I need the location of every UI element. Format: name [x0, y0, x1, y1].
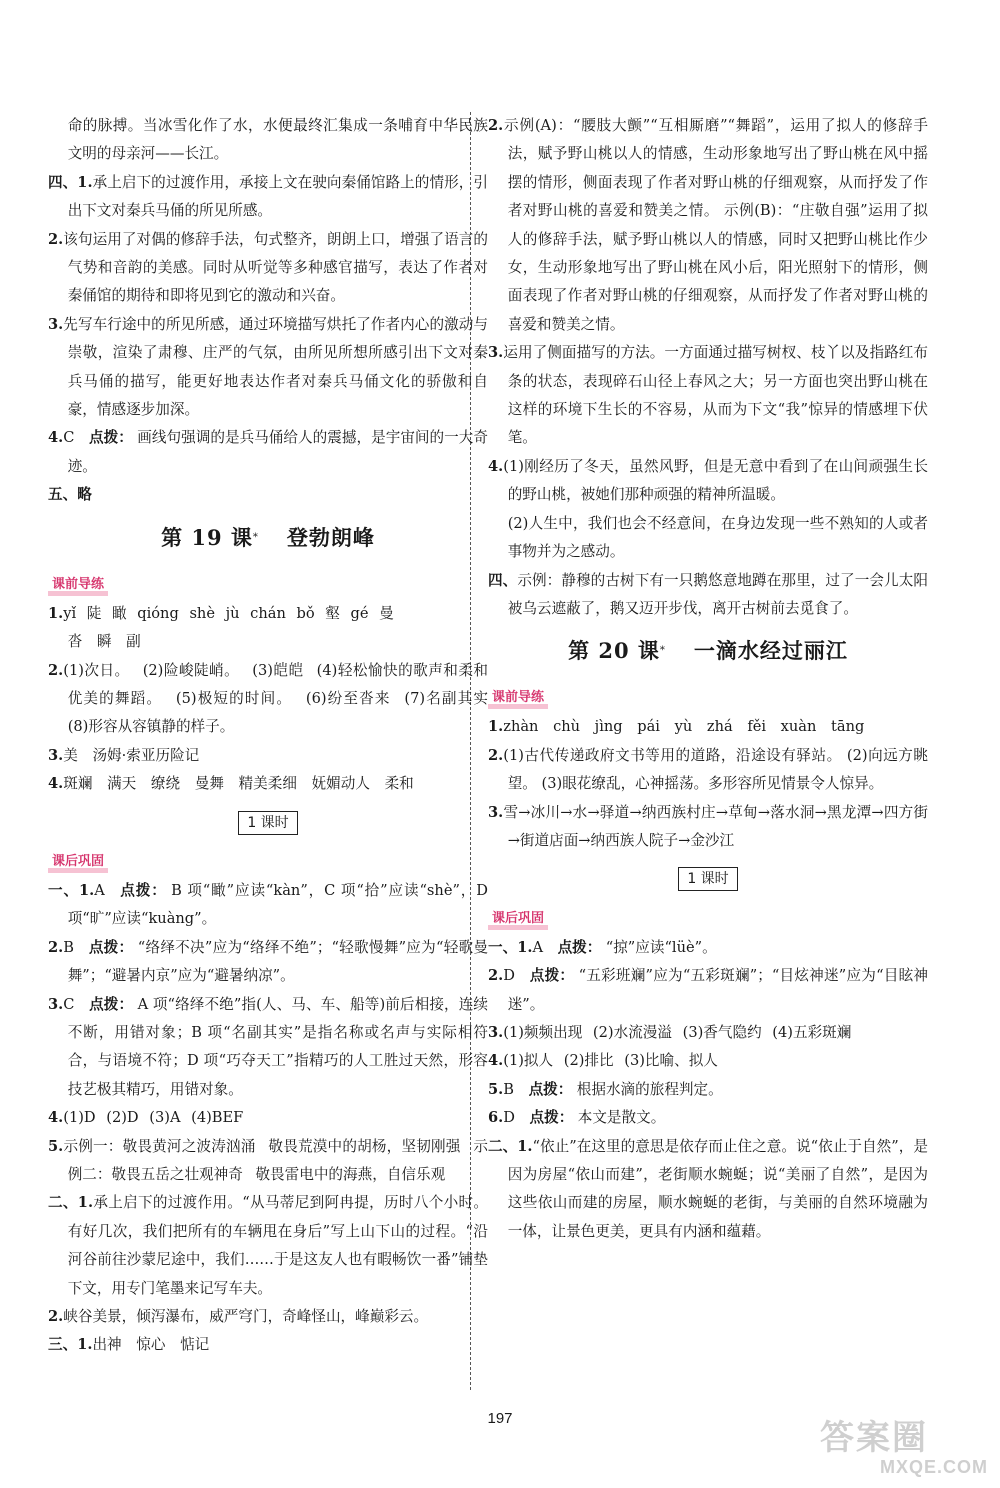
answer-item — [488, 1076, 928, 1104]
answer-choice: D — [503, 967, 515, 985]
answer-item — [488, 112, 928, 339]
item-number: 一、1. — [488, 938, 533, 956]
item-number: 4. — [48, 775, 64, 793]
answer-item — [48, 481, 488, 509]
answer-item — [488, 713, 928, 741]
hint-label: 点拨： — [528, 1080, 573, 1098]
answer-item — [48, 657, 488, 742]
hint-label: 点拨： — [529, 1109, 574, 1127]
item-number: 4. — [48, 1109, 64, 1127]
item-number: 2. — [488, 967, 504, 985]
answer-text: 运用了侧面描写的方法。一方面通过描写树杈、枝丫以及指路红布条的状态，表现碎石山径上春风之大；另一方面也突出野山桃在这样的环境下生长的不容易，从而为下文“我”惊异的情感埋下伏笔。 — [503, 344, 928, 447]
answer-item — [48, 600, 488, 657]
answer-item — [488, 1104, 928, 1132]
period-box — [488, 865, 928, 893]
answer-choice: C — [63, 429, 75, 447]
section-tag-post: 课后巩固 — [48, 853, 108, 871]
item-number: 3. — [488, 344, 504, 362]
answer-item — [488, 453, 928, 510]
answer-item — [48, 770, 488, 798]
item-number: 3. — [48, 315, 64, 333]
left-column — [48, 112, 488, 1360]
item-number: 4. — [48, 429, 64, 447]
answer-text: 示例：静穆的古树下有一只鹅悠意地蹲在那里，过了一会儿太阳被乌云遮蔽了，鹅又迈开步伐，离开古树前去觅食了。 — [507, 571, 928, 617]
answer-text: 先写车行途中的所见所感，通过环境描写烘托了作者内心的激动与崇敬，渲染了肃穆、庄严的气氛，由所见所想所感引出下文对秦兵马俑的描写，能更好地表达作者对秦兵马俑文化的骄傲和自豪，情感逐步加深。 — [63, 315, 488, 419]
answer-text: A 项“络绎不绝”指(人、马、车、船等)前后相接，连续不断，用错对象；B 项“名副其实”是指名称或名声与实际相符合，与语境不符；D 项“巧夺天工”指精巧的人工胜过天然，形容技艺极其精巧，用错对象。 — [67, 995, 488, 1098]
answer-choice: D — [503, 1109, 515, 1127]
answer-item — [48, 169, 488, 226]
period-label: 1 课时 — [678, 867, 737, 891]
answer-item — [48, 877, 488, 934]
item-number: 3. — [488, 1023, 504, 1041]
answer-item — [48, 226, 488, 311]
answer-item — [48, 1303, 488, 1331]
watermark-text: 答案圈 — [820, 1419, 928, 1457]
answer-text: 本文是散文。 — [577, 1109, 666, 1127]
section-tag-post: 课后巩固 — [488, 910, 548, 928]
item-number: 3. — [488, 803, 504, 821]
answer-text: “掠”应读“lüè”。 — [605, 938, 717, 956]
hint-label: 点拨： — [529, 967, 575, 985]
answer-item — [48, 424, 488, 481]
answer-choice: B — [503, 1080, 514, 1098]
answer-item — [48, 1104, 488, 1132]
answer-text: (1)刚经历了冬天，虽然风野，但是无意中看到了在山间顽强生长的野山桃，被她们那种顽强的精神所温暖。 — [503, 457, 928, 504]
answer-item — [48, 1331, 488, 1359]
item-number: 二、1. — [488, 1137, 533, 1155]
hint-label: 点拨： — [89, 429, 133, 447]
item-number: 二、1. — [48, 1194, 94, 1212]
answer-item — [488, 934, 928, 962]
answer-choice: A — [532, 938, 543, 956]
answer-item — [48, 934, 488, 991]
period-label: 1 课时 — [238, 811, 297, 835]
answer-text: 美 汤姆·索亚历险记 — [63, 746, 200, 764]
item-number: 2. — [48, 1308, 64, 1326]
answer-item — [488, 1047, 928, 1075]
answer-text: 示例(A)：“腰肢大颤”“互相厮磨”“舞蹈”，运用了拟人的修辞手法，赋予野山桃以人的情感，生动形象地写出了野山桃在风中摇摆的情形，侧面表现了作者对野山桃的仔细观察，从而抒发了作者对野山桃的喜爱和赞美之情。 示例(B)：“庄敬自强”运用了拟人的修辞手法，赋予野山桃以人的情感，同时又把野山桃比作少女，生动形象地写出了野山桃在风小后，阳光照射下的情形，侧面表现了作者对野山桃的仔细观察，从而抒发了作者对野山桃的喜爱和赞美之情。 — [503, 117, 928, 333]
item-number: 2. — [488, 117, 504, 134]
answer-text: 承上启下的过渡作用，承接上文在驶向秦俑馆路上的情形，引出下文对秦兵马俑的所见所感。 — [67, 173, 488, 220]
answer-item — [488, 962, 928, 1019]
item-number: 2. — [488, 746, 504, 764]
section-tag-pre: 课前导练 — [48, 576, 108, 594]
answer-item — [488, 339, 928, 453]
page-number: 197 — [487, 1410, 513, 1427]
answer-text: 画线句强调的是兵马俑给人的震撼，是宇宙间的一大奇迹。 — [67, 429, 488, 475]
item-number: 四、1. — [48, 173, 93, 191]
lesson-star: * — [252, 531, 259, 543]
answer-text: (1)古代传递政府文书等用的道路，沿途设有驿站。 (2)向远方眺望。 (3)眼花缭乱，心神摇荡。多形容所见情景令人惊异。 — [503, 746, 928, 793]
section-tag-pre: 课前导练 — [488, 689, 548, 707]
answer-text: 根据水滴的旅程判定。 — [576, 1080, 723, 1098]
lesson-title: 一滴水经过丽江 — [693, 638, 848, 664]
watermark-logo — [820, 1420, 988, 1480]
answer-text: “五彩班斓”应为“五彩斑斓”；“目炫神迷”应为“目眩神迷”。 — [507, 967, 928, 1013]
answer-text: (2)人生中，我们也会不经意间，在身边发现一些不熟知的人或者事物并为之感动。 — [507, 514, 928, 561]
item-number: 2. — [48, 230, 64, 248]
hint-label: 点拨： — [119, 881, 167, 899]
period-box — [48, 809, 488, 837]
hint-label: 点拨： — [89, 995, 134, 1013]
answer-item — [48, 1133, 488, 1190]
item-number: 1. — [48, 604, 64, 622]
section-label: 五、略 — [48, 486, 92, 504]
answer-choice: A — [94, 881, 105, 899]
answer-item — [488, 567, 928, 624]
hint-label: 点拨： — [88, 938, 134, 956]
answer-text: 命的脉搏。当冰雪化作了水，水便最终汇集成一条哺育中华民族文明的母亲河——长江。 — [67, 117, 488, 163]
item-number: 5. — [48, 1137, 64, 1155]
watermark-url: MXQE.COM — [879, 1457, 988, 1477]
item-number: 4. — [488, 457, 504, 475]
item-number: 三、1. — [48, 1336, 93, 1354]
item-number: 3. — [48, 746, 64, 764]
pinyin-line: 沓 瞬 副 — [67, 633, 141, 651]
item-number: 2. — [48, 661, 64, 679]
answer-item — [488, 799, 928, 856]
answer-item — [48, 311, 488, 425]
item-number: 5. — [488, 1080, 504, 1098]
item-number: 2. — [48, 938, 64, 956]
item-number: 1. — [488, 718, 504, 736]
item-number: 3. — [48, 995, 64, 1013]
answer-text: 承上启下的过渡作用。“从马蒂尼到阿冉提，历时八个小时。有好几次，我们把所有的车辆甩在身后”写上山下山的过程。“沿河谷前往沙蒙尼途中，我们……于是这友人也有暇畅饮一番”铺垫下文，用专门笔墨来记写车夫。 — [67, 1194, 488, 1297]
item-number: 6. — [488, 1109, 504, 1127]
lesson-title: 登勃朗峰 — [286, 524, 375, 550]
answer-item — [48, 1189, 488, 1303]
pinyin-line: zhàn chù jìng pái yù zhá fěi xuàn tāng — [503, 718, 865, 736]
hint-label: 点拨： — [557, 938, 602, 956]
right-column — [488, 112, 928, 1246]
answer-text: (1)拟人 (2)排比 (3)比喻、拟人 — [503, 1052, 718, 1070]
answer-text: (1)D (2)D (3)A (4)BEF — [63, 1109, 244, 1127]
answer-text: 斑斓 满天 缭绕 曼舞 精美柔细 妩媚动人 柔和 — [63, 775, 414, 793]
answer-text: 峡谷美景，倾泻瀑布，威严穹门，奇峰怪山，峰巅彩云。 — [63, 1308, 429, 1326]
item-number: 四、 — [488, 571, 518, 589]
answer-item — [48, 742, 488, 770]
lesson-number: 第 19 课 — [161, 524, 253, 550]
answer-text: (1)次日。 (2)险峻陡峭。 (3)皑皑 (4)轻松愉快的歌声和柔和优美的舞蹈。 (5)极短的时间。 (6)纷至沓来 (7)名副其实 (8)形容从容镇静的样子。 — [63, 661, 488, 736]
answer-choice: C — [63, 995, 75, 1013]
answer-item — [488, 742, 928, 799]
answer-text: B 项“瞰”应读“kàn”，C 项“拾”应读“shè”，D 项“旷”应读“kuàng”。 — [67, 881, 488, 928]
answer-text: 雪→冰川→水→驿道→纳西族村庄→草甸→落水洞→黑龙潭→四方街→街道店面→纳西族人院子→金沙江 — [503, 803, 928, 849]
lesson-heading — [48, 522, 488, 554]
answer-text: 示例一：敬畏黄河之波涛汹涌 敬畏荒漠中的胡杨，坚韧刚强 示例二：敬畏五岳之壮观神奇 敬畏雷电中的海燕，自信乐观 — [63, 1137, 488, 1183]
answer-text: “络绎不决”应为“络绎不绝”；“轻歌慢舞”应为“轻歌曼舞”；“避暑内京”应为“避暑纳凉”。 — [67, 938, 488, 985]
lesson-number: 第 20 课 — [568, 638, 660, 664]
answer-text: “依止”在这里的意思是依存而止住之意。说“依止于自然”，是因为房屋“依山而建”，老街顺水蜿蜒；说“美丽了自然”，是因为这些依山而建的房屋，顺水蜿蜒的老街，与美丽的自然环境融为一体，让景色更美，更具有内涵和蕴藉。 — [507, 1137, 928, 1240]
answer-choice: B — [63, 938, 74, 956]
pinyin-line: yǐ 陡 瞰 qióng shè jù chán bǒ 壑 gé 曼 — [63, 604, 394, 622]
answer-text: 出神 惊心 惦记 — [92, 1336, 210, 1354]
item-number: 4. — [488, 1052, 504, 1070]
answer-item — [488, 1133, 928, 1247]
answer-item — [48, 991, 488, 1105]
lesson-star: * — [659, 645, 666, 657]
item-number: 一、1. — [48, 881, 95, 899]
answer-text: 该句运用了对偶的修辞手法，句式整齐，朗朗上口，增强了语言的气势和音韵的美感。同时从听觉等多种感官描写，表达了作者对秦俑馆的期待和即将见到它的激动和兴奋。 — [63, 230, 488, 305]
answer-item — [488, 1019, 928, 1047]
answer-text: (1)频频出现 (2)水流漫溢 (3)香气隐约 (4)五彩斑斓 — [503, 1023, 852, 1041]
lesson-heading — [488, 635, 928, 667]
